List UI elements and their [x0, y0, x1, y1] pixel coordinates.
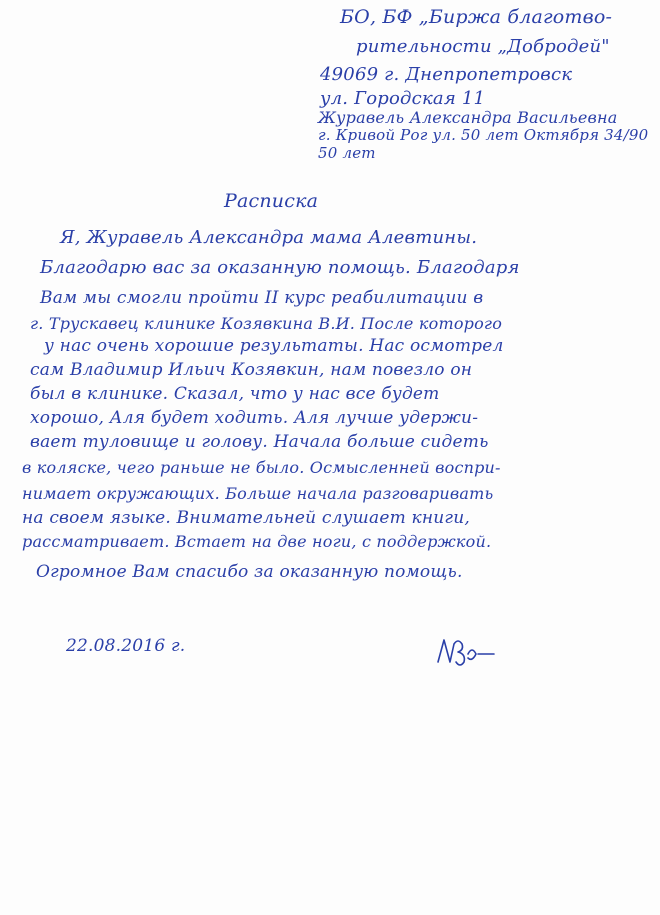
document-date: 22.08.2016 г.: [66, 636, 186, 656]
recipient-line-4: ул. Городская 11: [320, 88, 486, 109]
body-line-4: г. Трускавец клинике Козявкина В.И. После которого: [30, 314, 503, 333]
signature-scribble: [432, 632, 502, 672]
document-title: Расписка: [224, 190, 319, 212]
body-line-3: Вам мы смогли пройти II курс реабилитации в: [40, 288, 484, 308]
body-line-1: Я, Журавель Александра мама Алевтины.: [60, 227, 478, 248]
sender-line-2: г. Кривой Рог ул. 50 лет Октября 34/90: [318, 126, 649, 144]
recipient-line-1: БО, БФ „Биржа благотво-: [340, 6, 613, 28]
body-line-12: на своем языке. Внимательней слушает книги,: [22, 508, 470, 528]
body-line-5: у нас очень хорошие результаты. Нас осмотрел: [44, 336, 504, 356]
body-line-6: сам Владимир Ильич Козявкин, нам повезло он: [30, 360, 473, 380]
body-line-14: Огромное Вам спасибо за оказанную помощь.: [36, 562, 463, 582]
body-line-13: рассматривает. Встает на две ноги, с поддержкой.: [22, 532, 492, 551]
body-line-11: нимает окружающих. Больше начала разговаривать: [22, 484, 494, 503]
body-line-8: хорошо, Аля будет ходить. Аля лучше удержи-: [30, 408, 479, 428]
body-line-2: Благодарю вас за оказанную помощь. Благодаря: [40, 257, 520, 278]
body-line-9: вает туловище и голову. Начала больше сидеть: [30, 432, 489, 452]
body-line-7: был в клинике. Сказал, что у нас все будет: [30, 384, 440, 404]
recipient-line-2: рительности „Добродей": [356, 36, 610, 57]
sender-line-3: 50 лет: [318, 144, 376, 162]
recipient-line-3: 49069 г. Днепропетровск: [320, 64, 573, 85]
body-line-10: в коляске, чего раньше не было. Осмысленней воспри-: [22, 458, 501, 477]
sender-line-1: Журавель Александра Васильевна: [318, 108, 618, 127]
